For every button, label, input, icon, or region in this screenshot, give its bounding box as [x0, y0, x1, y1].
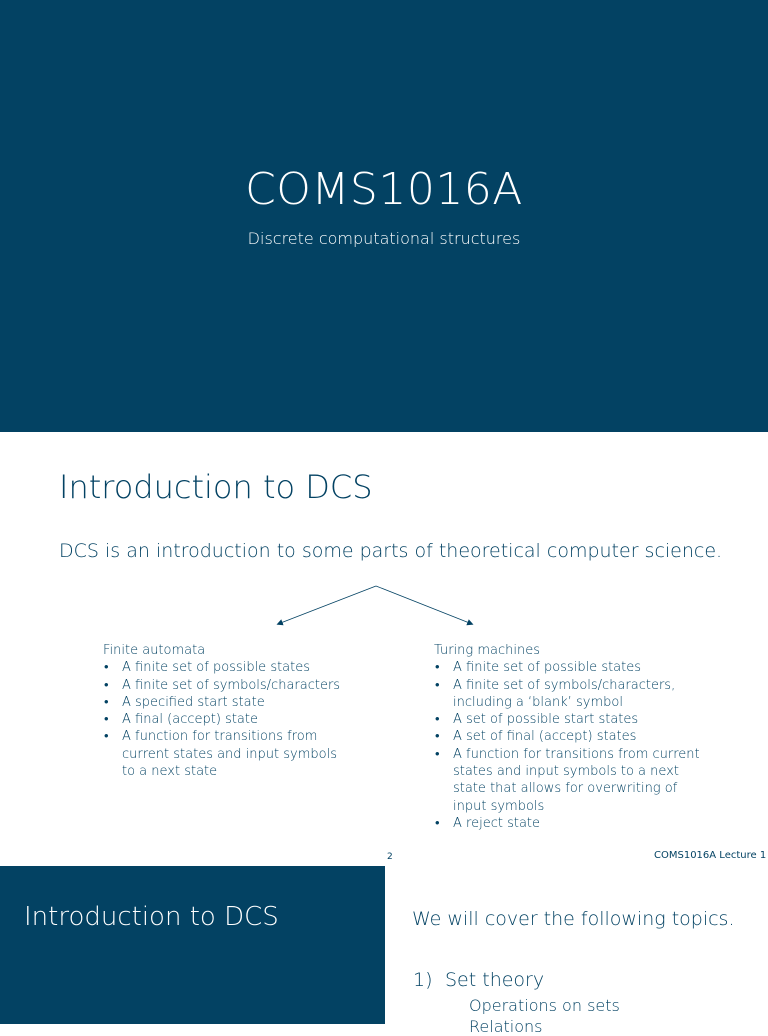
- list-item: [434, 711, 704, 728]
- list-item-text: A finite set of possible states: [122, 660, 311, 676]
- list-item-text: A function for transitions from current states and input symbols to a next state that allows for overwriting of input symbols: [453, 746, 700, 814]
- bullet-icon: •: [435, 660, 440, 676]
- list-item: [434, 728, 704, 745]
- slide-title: COMS1016A: [245, 164, 523, 215]
- arrow-right: [376, 586, 472, 624]
- slide-3-intro: We will cover the following topics.: [412, 908, 735, 930]
- bullet-icon: •: [104, 660, 109, 676]
- list-item: [103, 728, 343, 780]
- bullet-icon: •: [435, 729, 440, 745]
- turing-machines-heading: Turing machines: [434, 643, 540, 658]
- list-item: [434, 746, 704, 815]
- finite-automata-list: [103, 659, 343, 780]
- list-item-text: A finite set of possible states: [453, 660, 642, 676]
- list-item: [103, 694, 343, 711]
- list-item: [434, 659, 704, 676]
- turing-machines-column: [434, 642, 704, 832]
- list-item-text: A finite set of symbols/characters, including a ‘blank’ symbol: [453, 677, 676, 710]
- bullet-icon: •: [104, 729, 109, 745]
- list-item: [434, 677, 704, 712]
- list-item: [434, 815, 704, 832]
- bullet-icon: •: [104, 677, 109, 693]
- title-slide: [0, 0, 768, 432]
- bullet-icon: •: [435, 712, 440, 728]
- content-slide-2: [0, 432, 768, 866]
- page-number: 2: [387, 852, 393, 862]
- subtopic: Operations on sets: [469, 996, 620, 1015]
- list-item: [103, 677, 343, 694]
- slide-2-title: Introduction to DCS: [59, 468, 373, 506]
- list-item-text: A function for transitions from current states and input symbols to a next state: [122, 729, 337, 780]
- topic-title: Set theory: [445, 969, 545, 991]
- list-item: [103, 659, 343, 676]
- list-item-text: A finite set of symbols/characters: [122, 677, 341, 693]
- slide-3-title: Introduction to DCS: [24, 902, 279, 932]
- slide-2-intro: DCS is an introduction to some parts of theoretical computer science.: [59, 540, 723, 562]
- slide-3-title-panel: [0, 866, 385, 1024]
- bullet-icon: •: [435, 815, 440, 831]
- slide-3-content-panel: [385, 866, 768, 1036]
- arrow-left: [278, 586, 376, 624]
- finite-automata-column: [103, 642, 343, 780]
- bullet-icon: •: [435, 746, 440, 762]
- finite-automata-heading: Finite automata: [103, 643, 206, 658]
- list-item-text: A set of possible start states: [453, 712, 639, 728]
- turing-machines-list: [434, 659, 704, 832]
- list-item: [103, 711, 343, 728]
- subtopic: Relations: [469, 1017, 543, 1036]
- list-item-text: A reject state: [453, 815, 541, 831]
- slide-subtitle: Discrete computational structures: [247, 229, 521, 248]
- list-item-text: A set of final (accept) states: [453, 729, 637, 745]
- slide-footer: COMS1016A Lecture 1: [654, 850, 767, 861]
- list-item-text: A specified start state: [122, 694, 265, 710]
- bullet-icon: •: [104, 694, 109, 710]
- topic-number: 1): [413, 969, 433, 991]
- bullet-icon: •: [435, 677, 440, 693]
- list-item-text: A final (accept) state: [122, 712, 258, 728]
- bullet-icon: •: [104, 712, 109, 728]
